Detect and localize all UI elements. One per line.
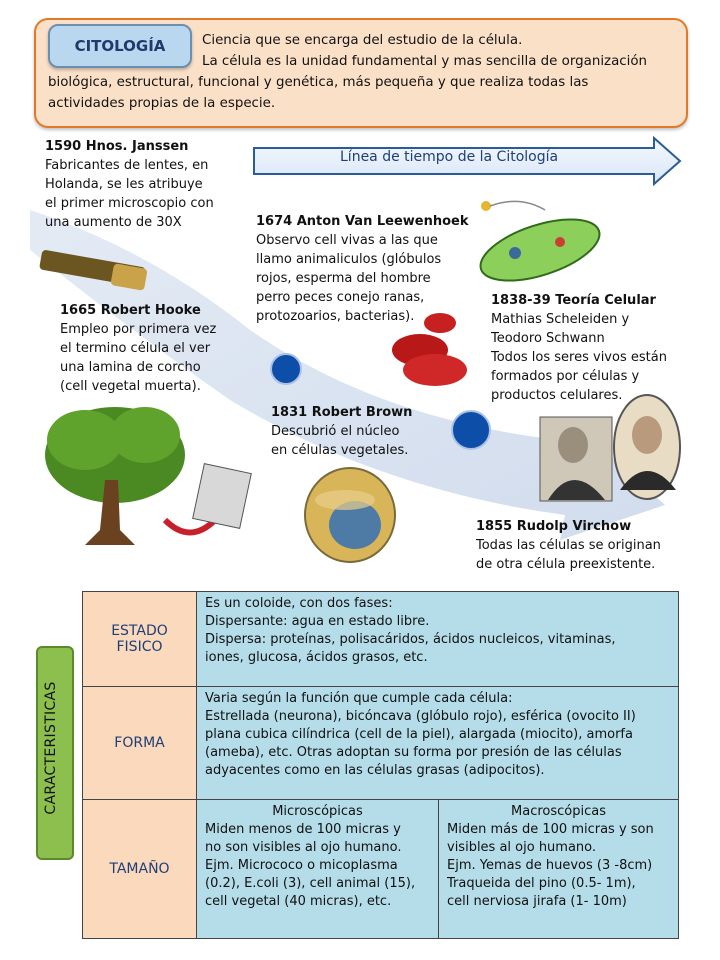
- row-content-line: Es un coloide, con dos fases:: [205, 596, 393, 611]
- event-text-line: perro peces conejo ranas,: [256, 290, 425, 305]
- header-line-3: biológica, estructural, funcional y genética, más pequeña y que realiza todas las: [48, 75, 589, 90]
- event-text-line: Fabricantes de lentes, en: [45, 158, 209, 173]
- event-text-line: el termino célula el ver: [60, 341, 211, 356]
- size-micro-heading: Microscópicas: [272, 804, 363, 819]
- event-text-line: una lamina de corcho: [60, 360, 201, 375]
- size-macro-line: visibles al ojo humano.: [447, 840, 597, 855]
- size-micro-line: cell vegetal (40 micras), etc.: [205, 894, 392, 909]
- event-title: 1590 Hnos. Janssen: [45, 139, 189, 154]
- event-title: 1855 Rudolp Virchow: [476, 519, 632, 534]
- event-brown: [271, 403, 412, 460]
- row-label-tamano: [83, 800, 197, 939]
- size-micro-line: Miden menos de 100 micras y: [205, 822, 401, 837]
- bacterium-image: [473, 201, 606, 293]
- event-title: 1665 Robert Hooke: [60, 303, 201, 318]
- size-macro-line: Ejm. Yemas de huevos (3 -8cm): [447, 858, 653, 873]
- event-text-line: en células vegetales.: [271, 443, 409, 458]
- event-text-line: Todos los seres vivos están: [491, 350, 667, 365]
- event-text-line: Observo cell vivas a las que: [256, 233, 438, 248]
- row-label-line: ESTADO: [111, 623, 168, 639]
- row-label-line: TAMAÑO: [109, 861, 170, 877]
- size-micro-line: Ejm. Micrococo o micoplasma: [205, 858, 398, 873]
- table-row-tamano: [83, 800, 679, 939]
- row-content-forma: [197, 687, 679, 800]
- event-text-line: Descubrió el núcleo: [271, 424, 400, 439]
- event-text-line: Holanda, se les atribuye: [45, 177, 203, 192]
- plant-cell-image: [305, 468, 395, 562]
- header-line-1: Ciencia que se encarga del estudio de la célula.: [202, 33, 523, 48]
- event-text-line: llamo animaliculos (glóbulos: [256, 252, 442, 267]
- size-macro-cell: [439, 800, 679, 939]
- event-text-line: Teodoro Schwann: [491, 331, 605, 346]
- event-janssen: [45, 137, 214, 232]
- row-content-line: Varia según la función que cumple cada célula:: [205, 691, 513, 706]
- event-title: 1831 Robert Brown: [271, 405, 413, 420]
- row-label-line: FORMA: [114, 735, 165, 751]
- timeline-dot: [270, 353, 302, 385]
- header-line-2: La célula es la unidad fundamental y mas sencilla de organización: [202, 54, 648, 69]
- event-title: 1674 Anton Van Leewenhoek: [256, 214, 469, 229]
- event-text-line: Todas las células se originan: [476, 538, 661, 553]
- row-content-line: plana cubica cilíndrica (cell de la piel), alargada (miocito), amorfa: [205, 727, 633, 742]
- row-label-estado: [83, 592, 197, 687]
- size-macro-heading: Macroscópicas: [511, 804, 606, 819]
- table-row-forma: [83, 687, 679, 800]
- characteristics-table: [82, 591, 679, 939]
- size-micro-line: (0.2), E.coli (3), cell animal (15),: [205, 876, 416, 891]
- event-virchow: [476, 517, 661, 574]
- header-title: CITOLOGÍA: [48, 24, 192, 68]
- event-text-line: una aumento de 30X: [45, 215, 182, 230]
- size-macro-line: cell nerviosa jirafa (1- 10m): [447, 894, 627, 909]
- timeline-label: Línea de tiempo de la Citología: [340, 149, 559, 165]
- size-micro-cell: [197, 800, 439, 939]
- row-label-forma: [83, 687, 197, 800]
- event-hooke: [60, 301, 216, 396]
- size-macro-line: Miden más de 100 micras y son: [447, 822, 654, 837]
- timeline-dot: [451, 410, 491, 450]
- event-teoria-celular: [491, 291, 667, 405]
- event-leewenhoek: [256, 212, 469, 326]
- size-micro-line: no son visibles al ojo humano.: [205, 840, 402, 855]
- row-content-line: Dispersa: proteínas, polisacáridos, ácidos nucleicos, vitaminas,: [205, 632, 616, 647]
- header-line-4: actividades propias de la especie.: [48, 96, 276, 111]
- event-text-line: de otra célula preexistente.: [476, 557, 656, 572]
- characteristics-side-text: CARACTERISTICAS: [43, 681, 59, 815]
- cork-tree-image: [45, 407, 251, 545]
- event-text-line: (cell vegetal muerta).: [60, 379, 201, 394]
- event-title: 1838-39 Teoría Celular: [491, 293, 656, 308]
- event-text-line: productos celulares.: [491, 388, 623, 403]
- row-content-estado: [197, 592, 679, 687]
- event-text-line: el primer microscopio con: [45, 196, 214, 211]
- row-content-line: iones, glucosa, ácidos grasos, etc.: [205, 650, 428, 665]
- event-text-line: Empleo por primera vez: [60, 322, 217, 337]
- row-content-line: (ameba), etc. Otras adoptan su forma por presión de las células: [205, 745, 622, 760]
- event-text-line: protozoarios, bacterias).: [256, 309, 415, 324]
- size-macro-line: Traqueida del pino (0.5- 1m),: [447, 876, 636, 891]
- table-row-estado: [83, 592, 679, 687]
- event-text-line: Mathias Scheleiden y: [491, 312, 630, 327]
- portraits-image: [540, 395, 680, 501]
- event-text-line: rojos, esperma del hombre: [256, 271, 431, 286]
- row-content-line: Dispersante: agua en estado libre.: [205, 614, 430, 629]
- row-content-line: adyacentes como en las células grasas (adipocitos).: [205, 763, 545, 778]
- row-label-line: FISICO: [116, 639, 163, 655]
- row-content-line: Estrellada (neurona), bicóncava (glóbulo rojo), esférica (ovocito II): [205, 709, 636, 724]
- event-text-line: formados por células y: [491, 369, 640, 384]
